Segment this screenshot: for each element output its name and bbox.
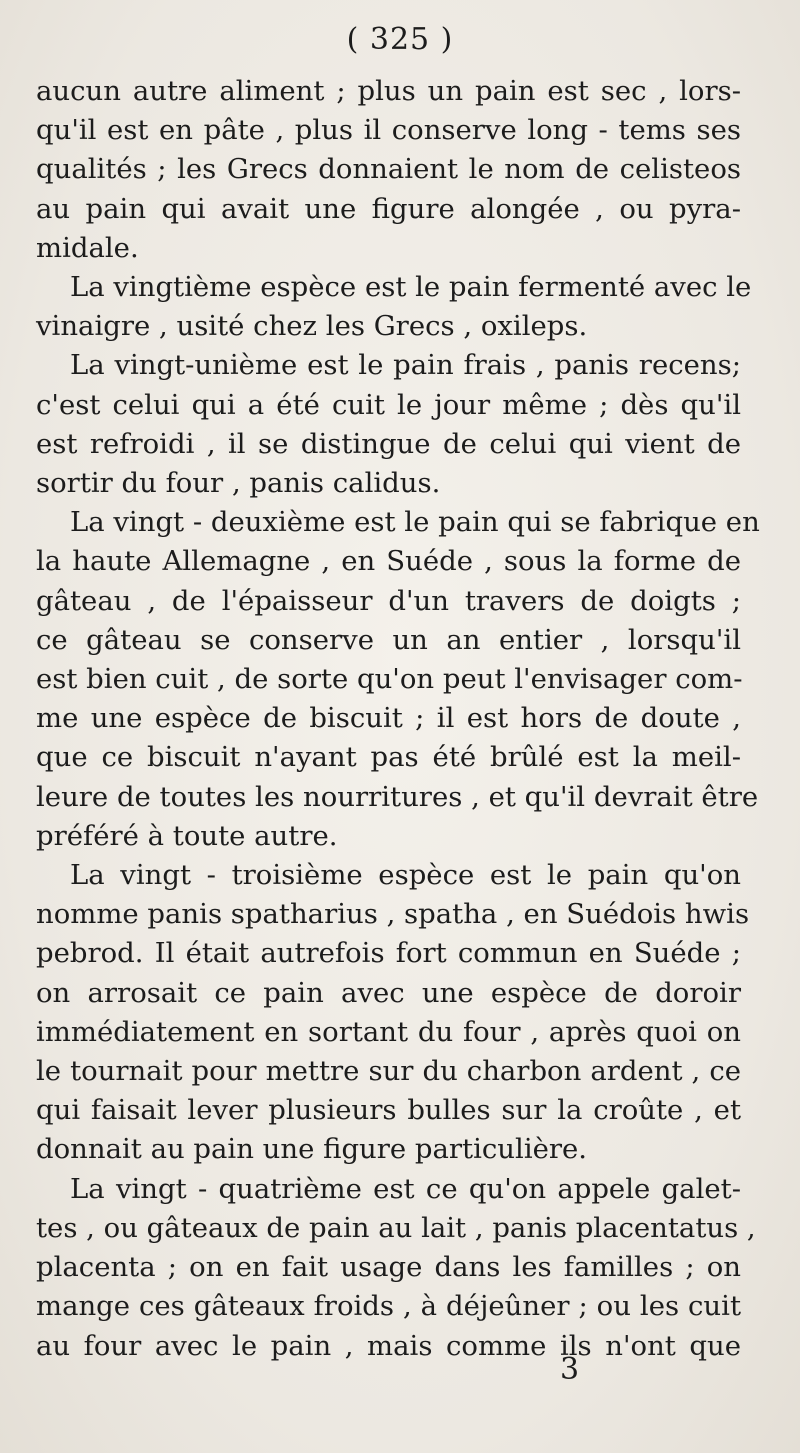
text-line: qu'il est en pâte , plus il conserve long - tems ses — [36, 114, 741, 147]
text-line: donnait au pain une figure particulière. — [36, 1133, 588, 1166]
text-line: est bien cuit , de sorte qu'on peut l'envisager com- — [36, 663, 743, 696]
text-line: pebrod. Il était autrefois fort commun en Suéde ; — [36, 937, 741, 970]
text-line: La vingt - quatrième est ce qu'on appele galet- — [70, 1172, 741, 1205]
text-line: au four avec le pain , mais comme ils n'ont que — [36, 1329, 741, 1362]
text-line: qui faisait lever plusieurs bulles sur la croûte , et — [36, 1094, 741, 1127]
text-line: ce gâteau se conserve un an entier , lorsqu'il — [36, 623, 741, 656]
text-line: c'est celui qui a été cuit le jour même ; dès qu'il — [36, 388, 741, 421]
text-line: La vingt-unième est le pain frais , panis recens; — [70, 349, 741, 382]
text-line: mange ces gâteaux froids , à déjeûner ; ou les cuit — [36, 1290, 741, 1323]
text-line: est refroidi , il se distingue de celui qui vient de — [36, 427, 741, 460]
text-line: qualités ; les Grecs donnaient le nom de celisteos — [36, 153, 741, 186]
text-line: on arrosait ce pain avec une espèce de doroir — [36, 976, 741, 1009]
text-line: le tournait pour mettre sur du charbon ardent , ce — [36, 1055, 741, 1088]
text-line: la haute Allemagne , en Suéde , sous la forme de — [36, 545, 741, 578]
text-line: me une espèce de biscuit ; il est hors de doute , — [36, 702, 741, 735]
text-line: La vingtième espèce est le pain fermenté avec le — [70, 271, 752, 304]
text-line: sortir du four , panis calidus. — [36, 467, 441, 500]
page-number-header: ( 325 ) — [346, 22, 454, 57]
text-line: aucun autre aliment ; plus un pain est sec , lors- — [36, 75, 741, 107]
signature-mark: 3 — [560, 1352, 580, 1387]
text-line: La vingt - deuxième est le pain qui se fabrique en — [70, 506, 760, 539]
text-line: tes , ou gâteaux de pain au lait , panis placentatus , — [36, 1211, 756, 1244]
text-line: leure de toutes les nourritures , et qu'il devrait être — [36, 780, 759, 813]
text-line: gâteau , de l'épaisseur d'un travers de doigts ; — [36, 584, 741, 617]
text-line: que ce biscuit n'ayant pas été brûlé est la meil- — [36, 741, 741, 774]
text-line: immédiatement en sortant du four , après quoi on — [36, 1015, 741, 1048]
text-line: préféré à toute autre. — [36, 819, 338, 852]
text-line: nomme panis spatharius , spatha , en Suédois hwis — [36, 898, 750, 931]
body-text — [36, 72, 760, 1366]
text-line: vinaigre , usité chez les Grecs , oxileps. — [36, 310, 588, 343]
text-line: placenta ; on en fait usage dans les familles ; on — [36, 1251, 741, 1284]
text-line: au pain qui avait une figure alongée , ou pyra- — [36, 192, 741, 225]
text-line: midale. — [36, 231, 139, 264]
text-line: La vingt - troisième espèce est le pain qu'on — [70, 859, 741, 892]
